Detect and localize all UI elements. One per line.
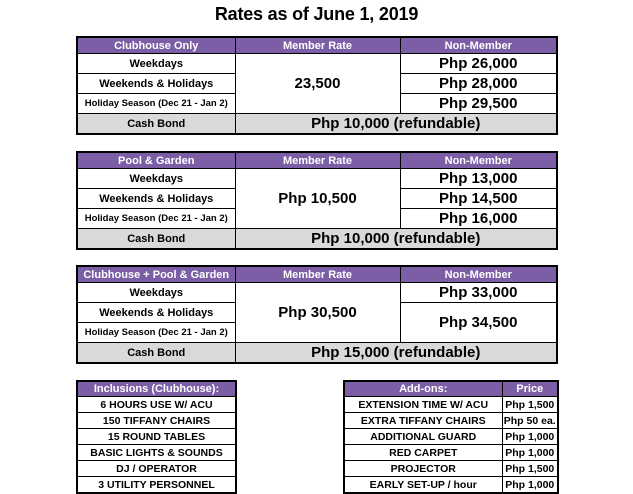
inclusion-item: DJ / OPERATOR <box>77 461 236 477</box>
table-row <box>77 283 557 303</box>
list-item <box>77 461 236 477</box>
cash-bond-row <box>77 114 557 135</box>
header-row <box>77 381 236 397</box>
addon-name: EXTENSION TIME W/ ACU <box>344 397 502 413</box>
list-item <box>77 413 236 429</box>
addon-price: Php 1,500 <box>502 461 558 477</box>
member-rate-header: Member Rate <box>235 266 400 283</box>
rate-table-clubhouse-only <box>76 36 558 135</box>
addon-name: ADDITIONAL GUARD <box>344 429 502 445</box>
addons-header: Add-ons: <box>344 381 502 397</box>
cash-bond-row <box>77 343 557 364</box>
table-row <box>344 413 558 429</box>
non-member-value: Php 14,500 <box>400 189 557 209</box>
table-row <box>344 397 558 413</box>
inclusion-item: 150 TIFFANY CHAIRS <box>77 413 236 429</box>
addon-price: Php 1,000 <box>502 429 558 445</box>
non-member-value-merged: Php 34,500 <box>400 303 557 343</box>
table-title-clubhouse-pool-garden: Clubhouse + Pool & Garden <box>77 266 235 283</box>
rate-table-pool-garden <box>76 151 558 250</box>
cash-bond-label: Cash Bond <box>77 114 235 135</box>
table-row <box>344 461 558 477</box>
row-label-holiday-season: Holiday Season (Dec 21 - Jan 2) <box>77 209 235 229</box>
inclusions-table <box>76 380 237 494</box>
non-member-value: Php 28,000 <box>400 74 557 94</box>
row-label-weekends: Weekends & Holidays <box>77 303 235 323</box>
cash-bond-value: Php 10,000 (refundable) <box>235 229 557 250</box>
row-label-holiday-season: Holiday Season (Dec 21 - Jan 2) <box>77 94 235 114</box>
page-title: Rates as of June 1, 2019 <box>214 4 419 24</box>
cash-bond-label: Cash Bond <box>77 343 235 364</box>
list-item <box>77 429 236 445</box>
non-member-value: Php 16,000 <box>400 209 557 229</box>
non-member-value: Php 13,000 <box>400 169 557 189</box>
header-row <box>77 152 557 169</box>
member-rate-header: Member Rate <box>235 152 400 169</box>
table-title-pool-garden: Pool & Garden <box>77 152 235 169</box>
addons-table <box>343 380 559 494</box>
table-row <box>344 445 558 461</box>
row-label-weekends: Weekends & Holidays <box>77 189 235 209</box>
rate-table-clubhouse-pool-garden <box>76 265 558 364</box>
inclusion-item: BASIC LIGHTS & SOUNDS <box>77 445 236 461</box>
list-item <box>77 445 236 461</box>
non-member-header: Non-Member <box>400 152 557 169</box>
inclusion-item: 3 UTILITY PERSONNEL <box>77 477 236 494</box>
row-label-weekends: Weekends & Holidays <box>77 74 235 94</box>
table-title-clubhouse-only: Clubhouse Only <box>77 37 235 54</box>
non-member-header: Non-Member <box>400 37 557 54</box>
inclusion-item: 6 HOURS USE W/ ACU <box>77 397 236 413</box>
member-rate-value: Php 10,500 <box>235 169 400 229</box>
addon-name: EXTRA TIFFANY CHAIRS <box>344 413 502 429</box>
addon-name: RED CARPET <box>344 445 502 461</box>
row-label-weekdays: Weekdays <box>77 283 235 303</box>
addon-price: Php 1,000 <box>502 445 558 461</box>
row-label-weekdays: Weekdays <box>77 169 235 189</box>
addon-name: PROJECTOR <box>344 461 502 477</box>
row-label-weekdays: Weekdays <box>77 54 235 74</box>
member-rate-header: Member Rate <box>235 37 400 54</box>
cash-bond-value: Php 15,000 (refundable) <box>235 343 557 364</box>
header-row <box>77 266 557 283</box>
addon-name: EARLY SET-UP / hour <box>344 477 502 494</box>
table-row <box>77 169 557 189</box>
cash-bond-value: Php 10,000 (refundable) <box>235 114 557 135</box>
cash-bond-row <box>77 229 557 250</box>
table-row <box>344 429 558 445</box>
non-member-value: Php 33,000 <box>400 283 557 303</box>
addon-price: Php 1,500 <box>502 397 558 413</box>
non-member-value: Php 26,000 <box>400 54 557 74</box>
addon-price: Php 50 ea. <box>502 413 558 429</box>
price-header: Price <box>502 381 558 397</box>
non-member-header: Non-Member <box>400 266 557 283</box>
member-rate-value: 23,500 <box>235 54 400 114</box>
header-row <box>77 37 557 54</box>
header-row <box>344 381 558 397</box>
non-member-value: Php 29,500 <box>400 94 557 114</box>
table-row <box>77 54 557 74</box>
row-label-holiday-season: Holiday Season (Dec 21 - Jan 2) <box>77 323 235 343</box>
cash-bond-label: Cash Bond <box>77 229 235 250</box>
addon-price: Php 1,000 <box>502 477 558 494</box>
inclusion-item: 15 ROUND TABLES <box>77 429 236 445</box>
member-rate-value: Php 30,500 <box>235 283 400 343</box>
list-item <box>77 397 236 413</box>
inclusions-header: Inclusions (Clubhouse): <box>77 381 236 397</box>
